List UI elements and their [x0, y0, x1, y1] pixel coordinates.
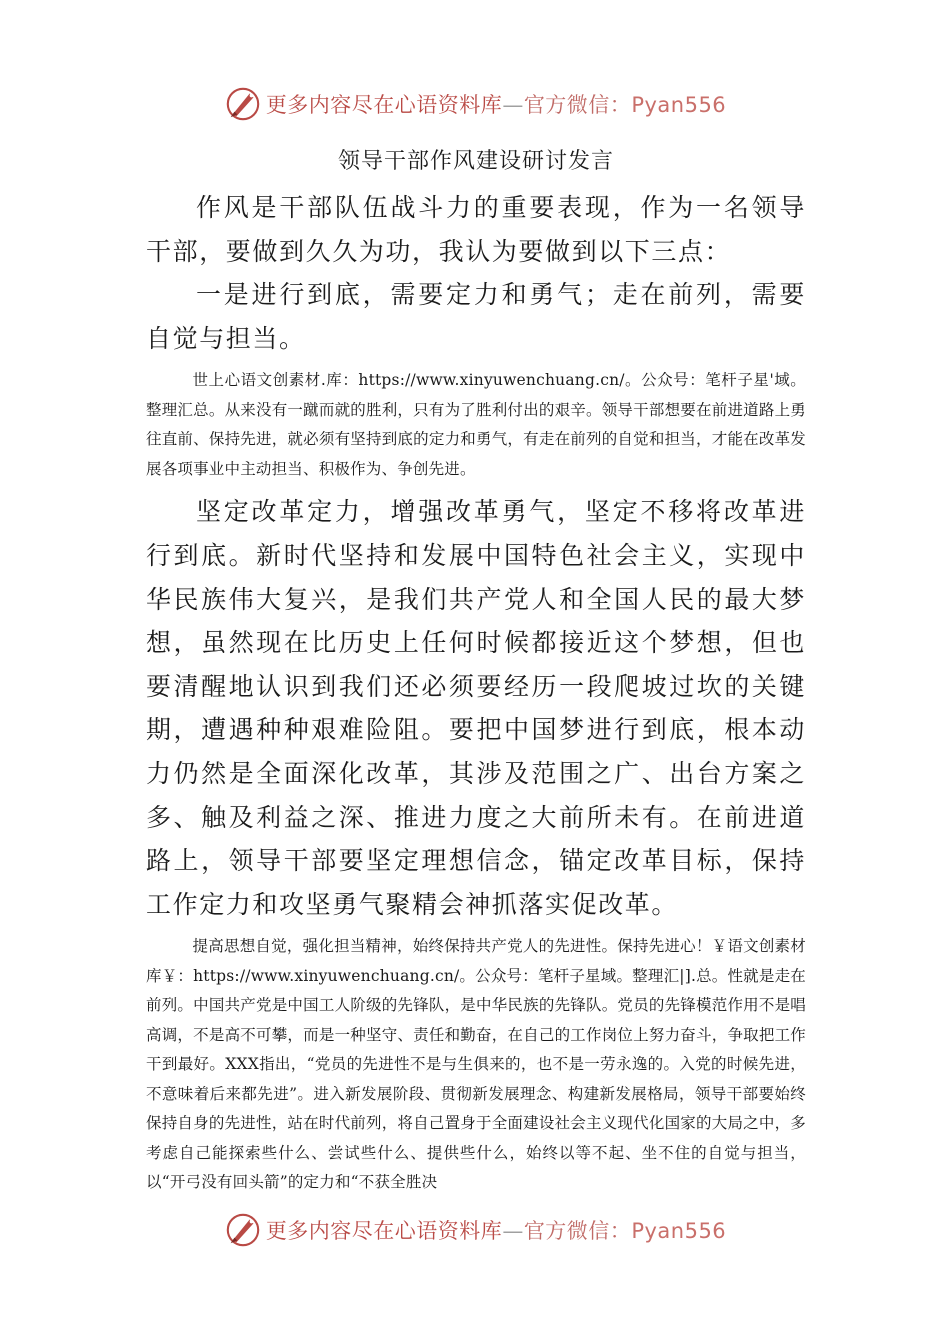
pen-nib-logo-icon [224, 1211, 262, 1249]
banner-main-text: 更多内容尽在心语资料库 [265, 1219, 503, 1243]
banner-wechat-label: 官方微信： [523, 93, 632, 117]
banner-dash: — [502, 1219, 524, 1243]
footer-banner [0, 1208, 950, 1252]
banner-text [266, 89, 726, 119]
pen-nib-logo-icon [224, 85, 262, 123]
paragraph-reform: 坚定改革定力，增强改革勇气，坚定不移将改革进行到底。新时代坚持和发展中国特色社会主义，实现中华民族伟大复兴，是我们共产党人和全国人民的最大梦想，虽然现在比历史上任何时候都接近这个梦想，但也要清醒地认识到我们还必须要经历一段爬坡过坎的关键期，遭遇种种艰难险阻。要把中国梦进行到底，根本动力仍然是全面深化改革，其涉及范围之广、出台方案之多、触及利益之深、推进力度之大前所未有。在前进道路上，领导干部要坚定理想信念，锚定改革目标，保持工作定力和攻坚勇气聚精会神抓落实促改革。 [146, 497, 806, 919]
banner-dash: — [502, 93, 524, 117]
banner-main-text: 更多内容尽在心语资料库 [265, 93, 503, 117]
document-body [146, 140, 806, 1198]
banner-wechat-id: Pyan556 [631, 93, 727, 117]
banner-wechat-id: Pyan556 [631, 1219, 727, 1243]
paragraph-point-one: 一是进行到底，需要定力和勇气；走在前列，需要自觉与担当。 [146, 280, 806, 353]
paragraph-intro: 作风是干部队伍战斗力的重要表现，作为一名领导干部，要做到久久为功，我认为要做到以下三点： [146, 193, 806, 266]
banner-wechat-label: 官方微信： [523, 1219, 632, 1243]
document-title: 领导干部作风建设研讨发言 [337, 149, 614, 174]
banner-text [266, 1215, 726, 1245]
paragraph-small-2: 提高思想自觉，强化担当精神，始终保持共产党人的先进性。保持先进心！￥语文创素材库￥：https://www.xinyuwenchuang.cn/。公众号：笔杆子星域。整理汇|].总。性就是走在前列。中国共产党是中国工人阶级的先锋队，是中华民族的先锋队。党员的先锋模范作用不是唱高调，不是高不可攀，而是一种坚守、责任和勤奋，在自己的工作岗位上努力奋斗，争取把工作干到最好。XXX指出，“党员的先进性不是与生俱来的，也不是一劳永逸的。入党的时候先进，不意味着后来都先进”。进入新发展阶段、贯彻新发展理念、构建新发展格局，领导干部要始终保持自身的先进性，站在时代前列，将自己置身于全面建设社会主义现代化国家的大局之中，多考虑自己能探索些什么、尝试些什么、提供些什么，始终以等不起、坐不住的自觉与担当，以“开弓没有回头箭”的定力和“不获全胜决 [146, 937, 806, 1192]
header-banner [0, 82, 950, 126]
paragraph-small-1: 世上心语文创素材.库：https://www.xinyuwenchuang.cn/。公众号：笔杆子星'域。整理汇总。从来没有一蹴而就的胜利，只有为了胜利付出的艰辛。领导干部想要在前进道路上勇往直前、保持先进，就必须有坚持到底的定力和勇气，有走在前列的自觉和担当，才能在改革发展各项事业中主动担当、积极作为、争创先进。 [146, 371, 806, 478]
